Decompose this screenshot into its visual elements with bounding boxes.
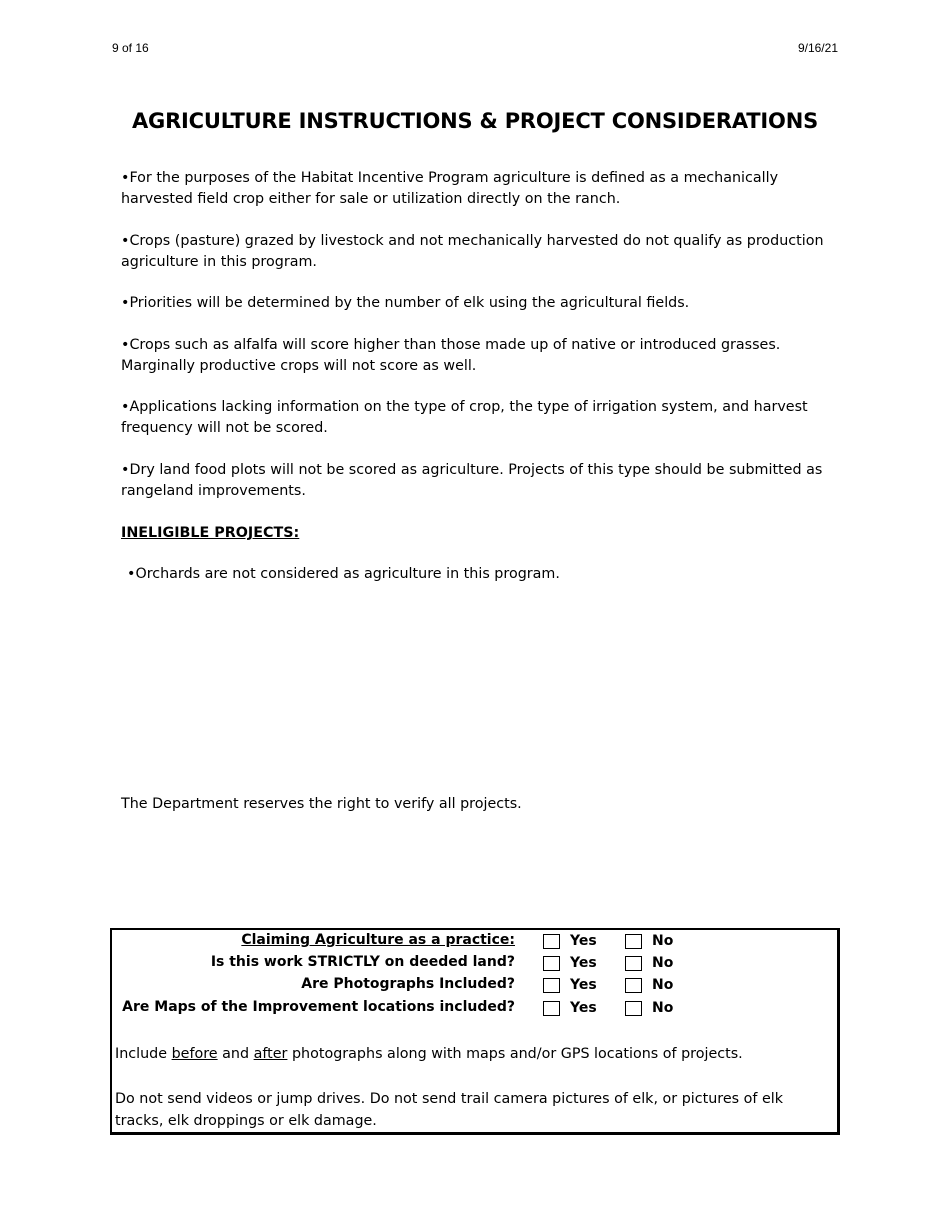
- photos-before: before: [171, 1046, 218, 1062]
- bullet-text: Dry land food plots will not be scored as agriculture. Projects of this type should be submitted as rangeland improvements.: [121, 462, 823, 499]
- ineligible-item: [127, 564, 839, 585]
- yes-checkbox[interactable]: [543, 978, 560, 993]
- no-label: No: [652, 954, 674, 971]
- yes-option[interactable]: [543, 976, 597, 993]
- bullet-dot: •: [121, 462, 130, 478]
- no-option[interactable]: [625, 976, 673, 993]
- media-warning: Do not send videos or jump drives. Do not send trail camera pictures of elk, or pictures of elk tracks, elk droppings or elk damage.: [115, 1091, 784, 1129]
- no-checkbox[interactable]: [625, 978, 642, 993]
- verify-statement: The Department reserves the right to verify all projects.: [121, 796, 522, 812]
- bullet-text: Priorities will be determined by the number of elk using the agricultural fields.: [129, 295, 690, 311]
- bullet-item: [121, 335, 833, 377]
- yes-checkbox[interactable]: [543, 1001, 560, 1016]
- ineligible-heading: INELIGIBLE PROJECTS:: [121, 525, 300, 541]
- yes-label: Yes: [570, 999, 597, 1016]
- checklist-row: [112, 974, 837, 996]
- bullet-dot: •: [127, 566, 136, 582]
- no-checkbox[interactable]: [625, 956, 642, 971]
- no-option[interactable]: [625, 932, 673, 949]
- yes-checkbox[interactable]: [543, 956, 560, 971]
- bullet-dot: •: [121, 295, 130, 311]
- bullet-dot: •: [121, 337, 130, 353]
- yes-label: Yes: [570, 954, 597, 971]
- checklist-row: [112, 997, 837, 1019]
- photos-note: [115, 1043, 833, 1065]
- question-label: Are Maps of the Improvement locations included?: [122, 999, 515, 1015]
- no-label: No: [652, 976, 674, 993]
- ineligible-text: Orchards are not considered as agriculture in this program.: [135, 566, 560, 582]
- page-title: AGRICULTURE INSTRUCTIONS & PROJECT CONSIDERATIONS: [132, 109, 818, 133]
- yes-label: Yes: [570, 932, 597, 949]
- bullet-dot: •: [121, 233, 130, 249]
- print-date: 9/16/21: [797, 41, 838, 55]
- no-label: No: [652, 999, 674, 1016]
- bullet-text: Applications lacking information on the type of crop, the type of irrigation system, and harvest frequency will not be scored.: [121, 399, 808, 436]
- no-label: No: [652, 932, 674, 949]
- question-label: Are Photographs Included?: [301, 976, 515, 992]
- bullet-text: Crops such as alfalfa will score higher than those made up of native or introduced grasses. Marginally productive crops will not score as well.: [121, 337, 781, 374]
- no-option[interactable]: [625, 999, 673, 1016]
- no-checkbox[interactable]: [625, 934, 642, 949]
- yes-option[interactable]: [543, 954, 597, 971]
- photos-after: after: [253, 1046, 288, 1062]
- bullet-dot: •: [121, 399, 130, 415]
- bullet-item: [121, 168, 833, 210]
- checklist-row: [112, 952, 837, 974]
- bullet-text: Crops (pasture) grazed by livestock and not mechanically harvested do not qualify as production agriculture in this program.: [121, 233, 824, 270]
- bullet-item: [121, 397, 833, 439]
- page-indicator: 9 of 16: [112, 41, 149, 55]
- question-label: Claiming Agriculture as a practice:: [241, 932, 515, 948]
- question-label: Is this work STRICTLY on deeded land?: [210, 954, 515, 970]
- checklist-box: [110, 928, 840, 1135]
- bullet-item: [121, 231, 833, 273]
- bullet-item: [121, 293, 833, 314]
- yes-option[interactable]: [543, 999, 597, 1016]
- photos-prefix: Include: [115, 1046, 172, 1062]
- yes-option[interactable]: [543, 932, 597, 949]
- bullet-text: For the purposes of the Habitat Incentive Program agriculture is defined as a mechanically harvested field crop either for sale or utilization directly on the ranch.: [121, 170, 779, 207]
- no-checkbox[interactable]: [625, 1001, 642, 1016]
- no-option[interactable]: [625, 954, 673, 971]
- yes-label: Yes: [570, 976, 597, 993]
- bullet-item: [121, 460, 833, 502]
- bullet-dot: •: [121, 170, 130, 186]
- checklist-row: [112, 930, 837, 952]
- yes-checkbox[interactable]: [543, 934, 560, 949]
- photos-suffix: photographs along with maps and/or GPS locations of projects.: [287, 1046, 743, 1062]
- photos-and: and: [217, 1046, 254, 1062]
